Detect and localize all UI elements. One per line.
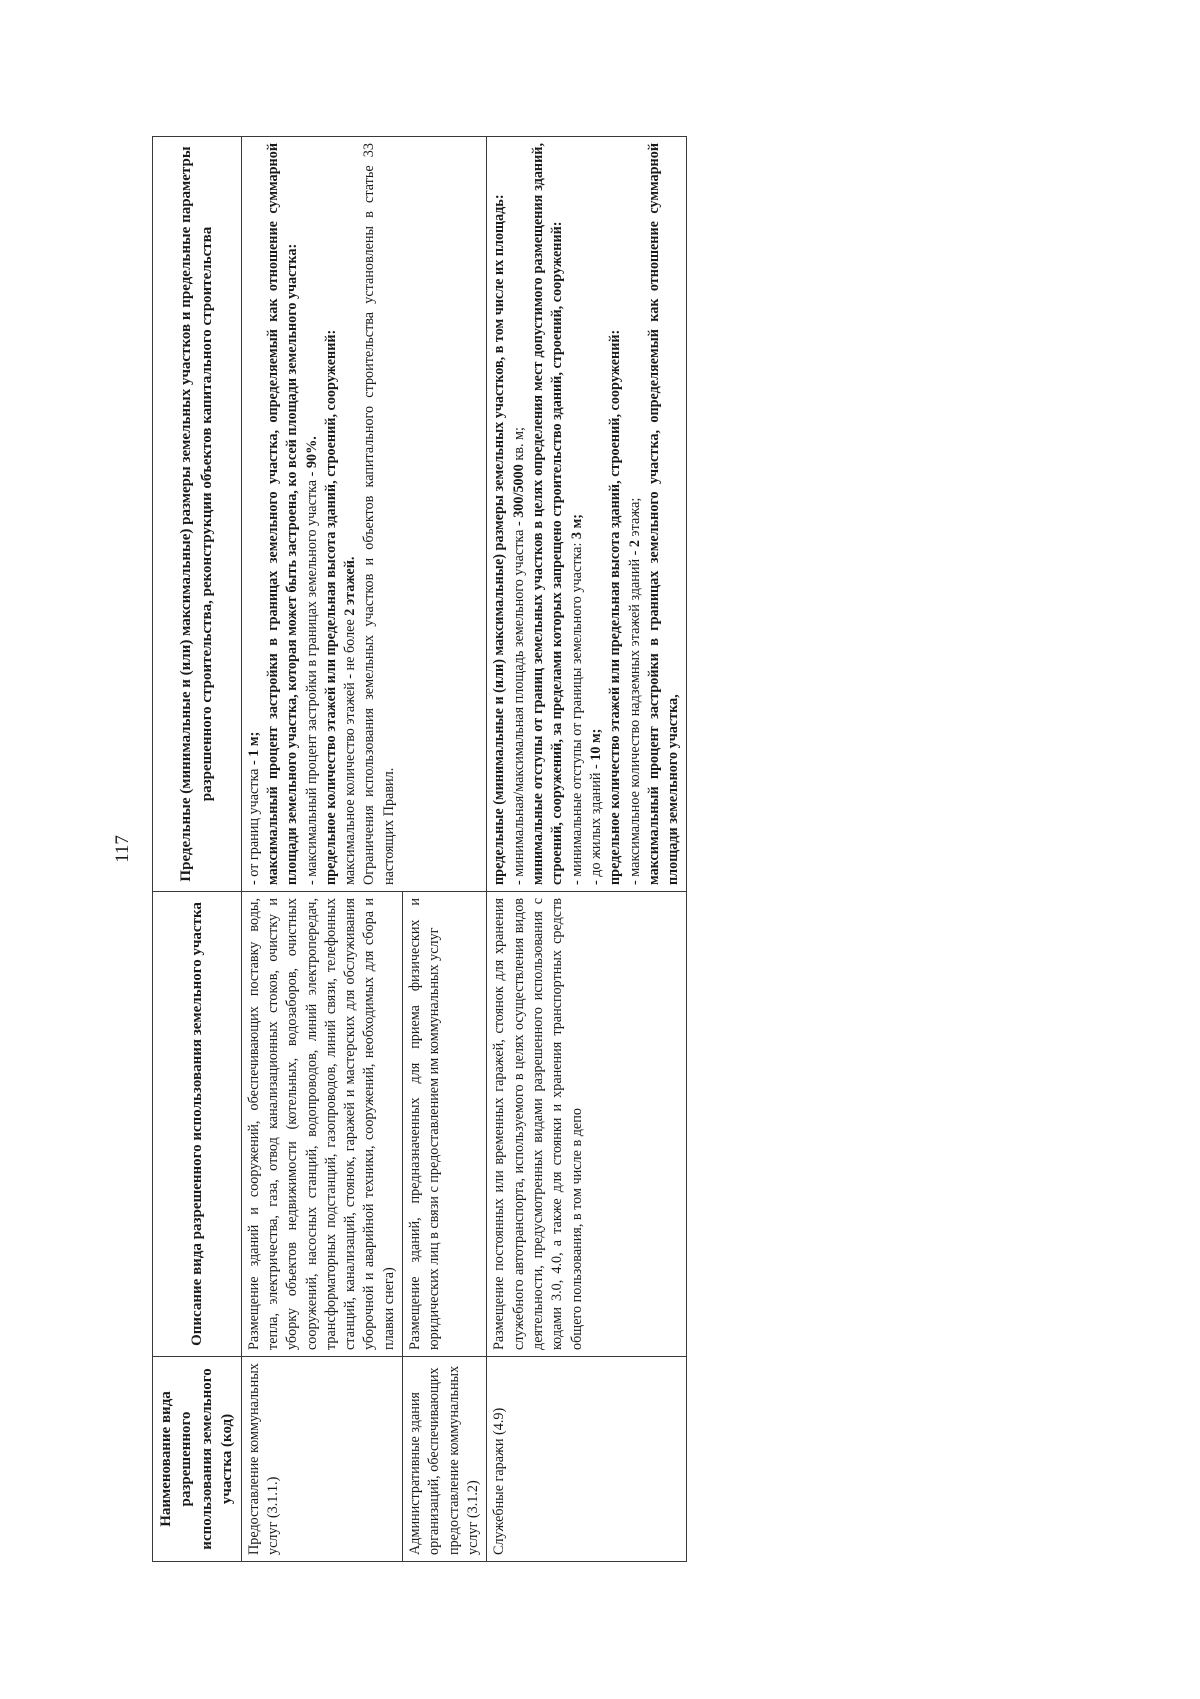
table-header-row: [153, 137, 242, 1562]
param-paragraph: [626, 143, 645, 885]
param-paragraph: [360, 143, 399, 885]
param-text: - максимальный процент застройки в границах земельного участка -: [303, 468, 320, 885]
rotated-page: [80, 84, 1120, 1614]
param-paragraph: [529, 143, 568, 885]
row-params-cell: [487, 137, 687, 892]
param-paragraph: [303, 143, 322, 885]
param-text: предельные (минимальные и (или) максимальные) размеры земельных участков, в том числе их площадь:: [491, 194, 508, 885]
param-text: кв. м;: [510, 427, 527, 465]
header-params: Предельные (минимальные и (или) максимальные) размеры земельных участков и предельные параметры разрешенного строительства, реконструкции объектов капитального строительства: [153, 137, 242, 892]
param-text: 90%.: [303, 436, 320, 469]
param-text: Ограничения использования земельных участков и объектов капитального строительства установлены в статье 33 настоящих Правил.: [361, 143, 397, 885]
row-description-cell: Размещение зданий и сооружений, обеспечивающих поставку воды, тепла, электричества, газа, отвод канализационных стоков, очистку и уборку объектов недвижимости (котельных, водозаборов, очистных сооружений, насосных станций, водопроводов, линий электропередач, трансформаторных подстанций, газопроводов, линий связи, телефонных станций, канализаций, стоянок, гаражей и мастерских для обслуживания уборочной и аварийной техники, сооружений, необходимых для сбора и плавки снега): [241, 892, 403, 1357]
param-paragraph: [645, 143, 684, 885]
param-paragraph: [245, 143, 264, 885]
land-use-table: [152, 136, 687, 1562]
param-paragraph: [587, 143, 606, 885]
param-text: - минимальная/максимальная площадь земельного участка -: [510, 517, 527, 885]
header-name: Наименование вида разрешенного использования земельного участка (код): [153, 1357, 242, 1562]
param-text: предельное количество этажей или предельная высота зданий, строений, сооружений:: [607, 329, 624, 885]
param-paragraph: [341, 143, 360, 885]
row-params-cell: [241, 137, 487, 892]
param-text: 2: [626, 539, 643, 548]
header-description: Описание вида разрешенного использования земельного участка: [153, 892, 242, 1357]
param-paragraph: [322, 143, 341, 885]
param-text: 300/5000: [510, 464, 527, 518]
param-text: - максимальное количество надземных этажей зданий -: [626, 547, 643, 885]
param-text: максимальный процент застройки в границах земельного участка, определяемый как отношение суммарной площади земельного участка,: [645, 143, 682, 885]
param-text: 10 м;: [587, 728, 604, 761]
param-text: 3 м;: [568, 514, 585, 540]
table-row: [241, 137, 403, 1562]
param-paragraph: [264, 143, 303, 885]
row-description-cell: Размещение постоянных или временных гаражей, стоянок для хранения служебного автотранспорта, используемого в целях осуществления видов деятельности, предусмотренных видами разрешенного использования с кодами 3.0, 4.0, а также для стоянки и хранения транспортных средств общего пользования, в том числе в депо: [487, 892, 687, 1357]
param-text: 1 м;: [245, 731, 262, 757]
param-text: максимальный процент застройки в границах земельного участка, определяемый как отношение суммарной площади земельного участка, которая может быть застроена, ко всей площади земельного участка:: [264, 143, 301, 885]
row-description-cell: Размещение зданий, предназначенных для приема физических и юридических лиц в связи с предоставлением им коммунальных услуг: [403, 892, 487, 1357]
param-text: минимальные отступы от границ земельных участков в целях определения мест допустимого размещения зданий, строений, сооружений, за пределами которых запрещено строительство зданий, строений, сооружений:: [529, 143, 566, 885]
param-paragraph: [568, 143, 587, 885]
param-paragraph: [490, 143, 509, 885]
row-name-cell: Служебные гаражи (4.9): [487, 1357, 687, 1562]
param-text: максимальное количество этажей - не более: [342, 615, 359, 885]
page-number: 117: [112, 835, 133, 863]
param-paragraph: [510, 143, 529, 885]
param-text: предельное количество этажей или предельная высота зданий, строений, сооружений:: [322, 329, 339, 885]
param-text: - минимальные отступы от границы земельного участка:: [568, 539, 585, 885]
param-text: - от границ участка -: [245, 756, 262, 885]
row-name-cell: Административные здания организаций, обеспечивающих предоставление коммунальных услуг (3.1.2): [403, 1357, 487, 1562]
param-paragraph: [606, 143, 625, 885]
table-row: [487, 137, 687, 1562]
param-text: этажа;: [626, 497, 643, 540]
param-text: 2 этажей.: [342, 556, 359, 616]
row-name-cell: Предоставление коммунальных услуг (3.1.1.): [241, 1357, 403, 1562]
param-text: - до жилых зданий -: [587, 760, 604, 885]
